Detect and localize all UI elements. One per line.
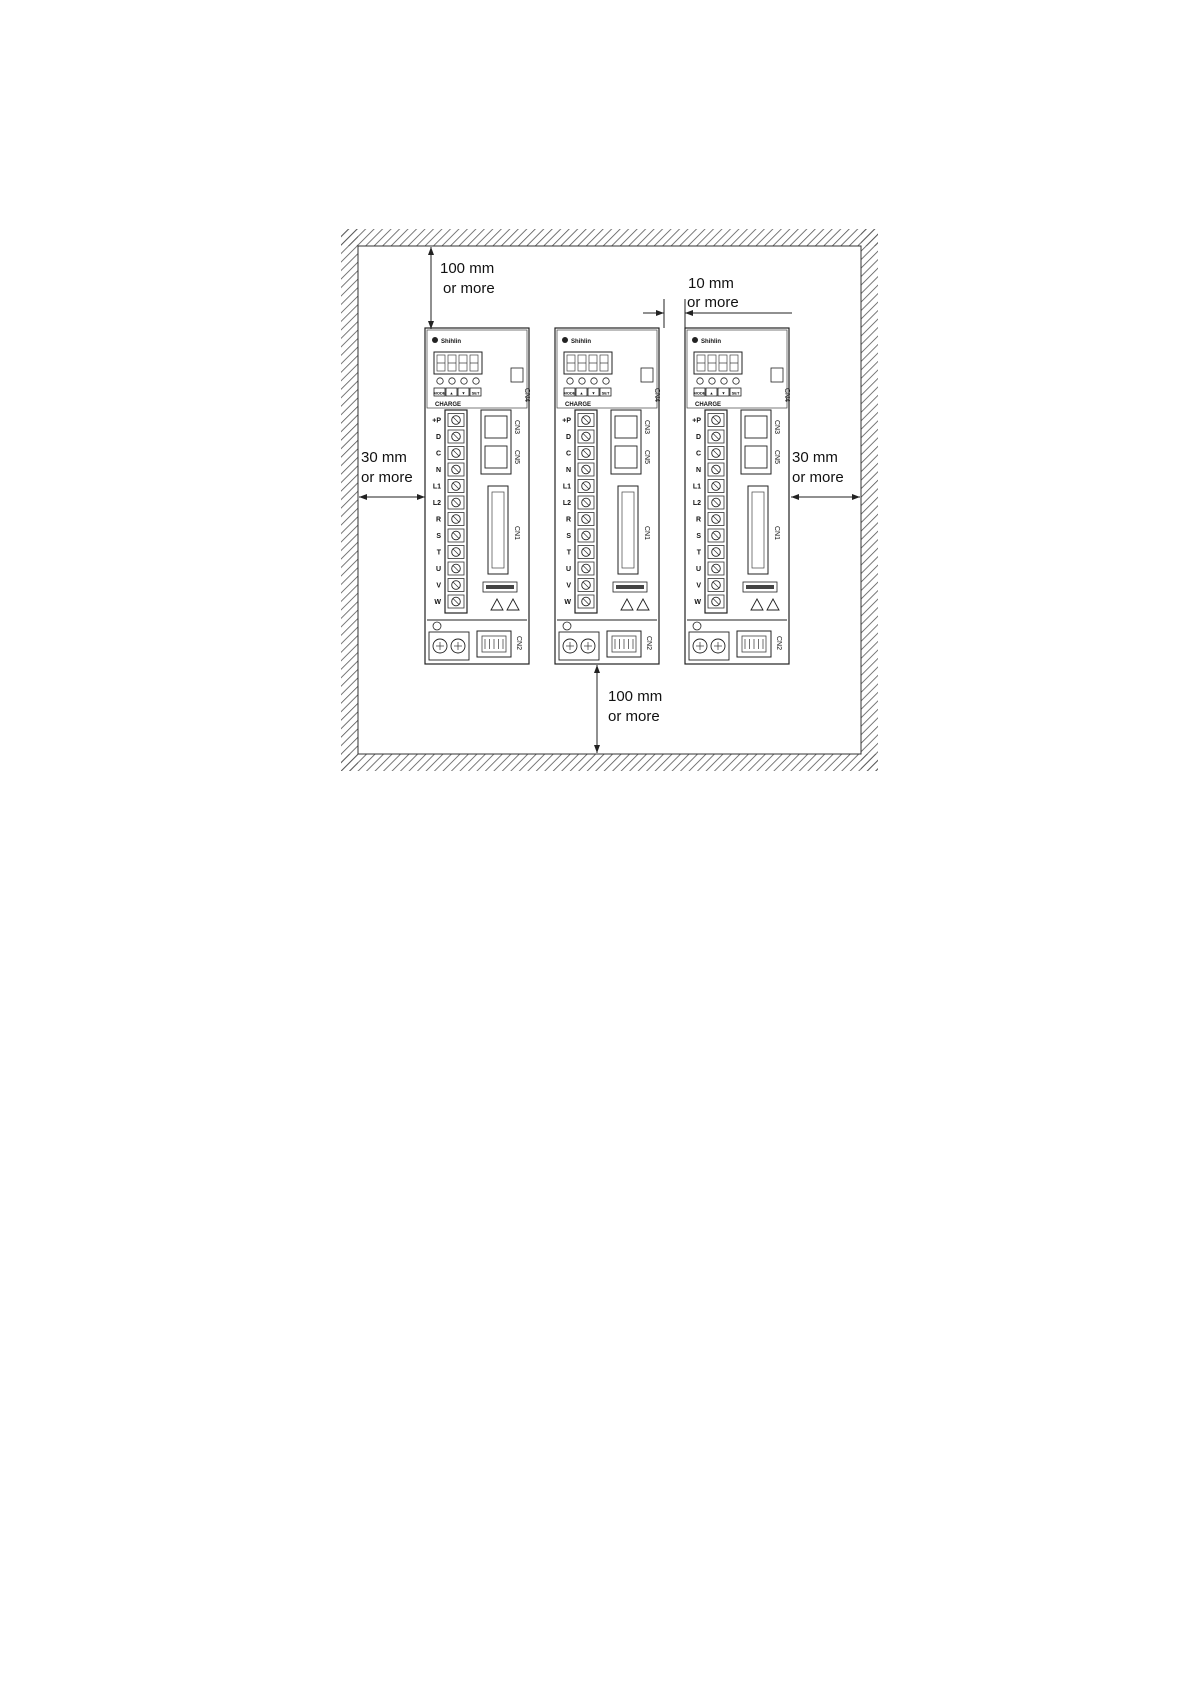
cabinet-wall-left bbox=[341, 229, 358, 771]
terminal-label: U bbox=[695, 566, 701, 573]
charge-label: CHARGE bbox=[695, 402, 722, 408]
panel-button-label: SET bbox=[601, 390, 610, 396]
clearance-right-line2: or more bbox=[792, 469, 844, 486]
port-label-cn2: CN2 bbox=[515, 636, 522, 651]
terminal-label: D bbox=[695, 434, 701, 441]
terminal-label: W bbox=[694, 599, 701, 606]
brand-name: Shihlin bbox=[571, 339, 591, 345]
terminal-label: +P bbox=[562, 417, 571, 425]
terminal-label: U bbox=[435, 566, 441, 573]
terminal-label: T bbox=[566, 549, 571, 557]
terminal-label: C bbox=[435, 450, 441, 458]
panel-button-label: ▼ bbox=[461, 390, 466, 396]
model-plate-text bbox=[746, 585, 774, 589]
clearance-bottom-line2: or more bbox=[608, 708, 660, 725]
terminal-label: N bbox=[565, 467, 571, 474]
terminal-label: R bbox=[565, 516, 571, 524]
port-label-cn2: CN2 bbox=[775, 636, 782, 651]
terminal-label: D bbox=[435, 434, 441, 441]
panel-button-label: MODE bbox=[433, 390, 446, 396]
clearance-top-line2: or more bbox=[443, 280, 495, 297]
servo-drive-middle bbox=[555, 328, 660, 664]
port-label-cn1: CN1 bbox=[643, 526, 650, 541]
terminal-label: R bbox=[695, 516, 701, 524]
terminal-label: S bbox=[696, 533, 701, 540]
panel-button-label: MODE bbox=[563, 390, 576, 396]
drive-body bbox=[425, 328, 529, 664]
servo-drive-right bbox=[685, 328, 790, 664]
terminal-label: L1 bbox=[692, 483, 701, 491]
port-label-cn4: CN4 bbox=[523, 388, 530, 403]
terminal-label: L2 bbox=[432, 500, 441, 507]
cabinet-wall-top bbox=[341, 229, 878, 246]
terminal-label: V bbox=[566, 582, 571, 590]
port-label-cn4: CN4 bbox=[653, 388, 660, 403]
port-label-cn5: CN5 bbox=[643, 450, 650, 465]
brand-name: Shihlin bbox=[701, 339, 721, 345]
port-label-cn3: CN3 bbox=[513, 420, 520, 435]
terminal-label: L2 bbox=[562, 500, 571, 507]
terminal-label: +P bbox=[692, 417, 701, 425]
terminal-label: L2 bbox=[692, 500, 701, 507]
terminal-label: L1 bbox=[432, 483, 441, 491]
terminal-label: W bbox=[564, 599, 571, 606]
panel-button-label: SET bbox=[731, 390, 740, 396]
terminal-label: S bbox=[566, 533, 571, 540]
clearance-left-line2: or more bbox=[361, 469, 413, 486]
port-label-cn5: CN5 bbox=[513, 450, 520, 465]
cabinet-wall-bottom bbox=[341, 754, 878, 771]
drive-body bbox=[555, 328, 659, 664]
terminal-label: N bbox=[695, 467, 701, 474]
clearance-right-line1: 30 mm bbox=[792, 449, 838, 466]
brand-logo-icon bbox=[692, 337, 698, 343]
clearance-between-line2: or more bbox=[687, 294, 739, 311]
charge-label: CHARGE bbox=[435, 402, 462, 408]
clearance-between-line1: 10 mm bbox=[688, 275, 734, 292]
terminal-label: R bbox=[435, 516, 441, 524]
clearance-top-line1: 100 mm bbox=[440, 260, 495, 277]
terminal-label: V bbox=[436, 582, 441, 590]
terminal-label: N bbox=[435, 467, 441, 474]
terminal-label: +P bbox=[432, 417, 441, 425]
panel-button-label: ▲ bbox=[709, 390, 714, 396]
terminal-label: L1 bbox=[562, 483, 571, 491]
terminal-label: C bbox=[695, 450, 701, 458]
brand-name: Shihlin bbox=[441, 339, 461, 345]
charge-label: CHARGE bbox=[565, 402, 592, 408]
panel-button-label: ▼ bbox=[721, 390, 726, 396]
port-label-cn5: CN5 bbox=[773, 450, 780, 465]
servo-drive-left bbox=[425, 328, 530, 664]
terminal-label: W bbox=[434, 599, 441, 606]
terminal-label: S bbox=[436, 533, 441, 540]
terminal-label: D bbox=[565, 434, 571, 441]
port-label-cn2: CN2 bbox=[645, 636, 652, 651]
port-label-cn1: CN1 bbox=[513, 526, 520, 541]
panel-button-label: SET bbox=[471, 390, 480, 396]
panel-button-label: MODE bbox=[693, 390, 706, 396]
terminal-label: V bbox=[696, 582, 701, 590]
clearance-left-line1: 30 mm bbox=[361, 449, 407, 466]
panel-button-label: ▲ bbox=[449, 390, 454, 396]
model-plate-text bbox=[486, 585, 514, 589]
terminal-label: T bbox=[696, 549, 701, 557]
panel-button-label: ▲ bbox=[579, 390, 584, 396]
panel-button-label: ▼ bbox=[591, 390, 596, 396]
drive-body bbox=[685, 328, 789, 664]
model-plate-text bbox=[616, 585, 644, 589]
brand-logo-icon bbox=[432, 337, 438, 343]
clearance-bottom-line1: 100 mm bbox=[608, 688, 663, 705]
terminal-label: C bbox=[565, 450, 571, 458]
terminal-label: T bbox=[436, 549, 441, 557]
cabinet-wall-right bbox=[861, 229, 878, 771]
port-label-cn1: CN1 bbox=[773, 526, 780, 541]
port-label-cn3: CN3 bbox=[773, 420, 780, 435]
port-label-cn4: CN4 bbox=[783, 388, 790, 403]
port-label-cn3: CN3 bbox=[643, 420, 650, 435]
terminal-label: U bbox=[565, 566, 571, 573]
brand-logo-icon bbox=[562, 337, 568, 343]
